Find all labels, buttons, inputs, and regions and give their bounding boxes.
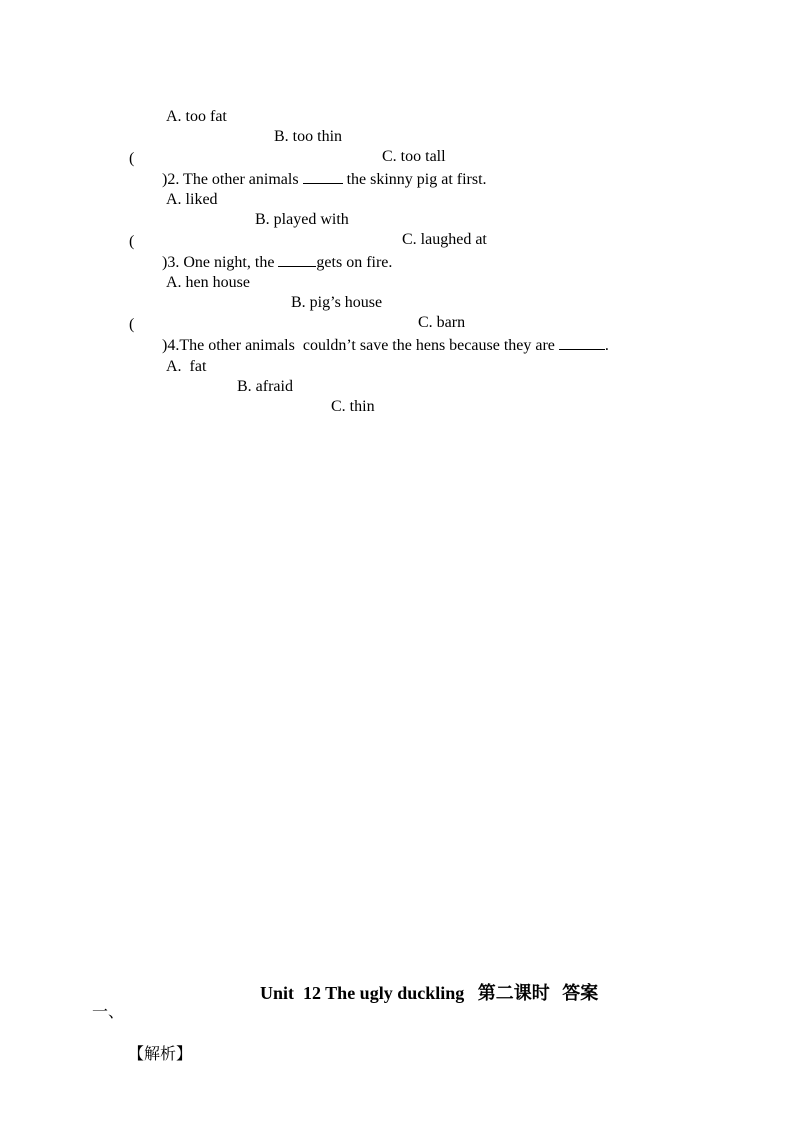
answer-title-cn: 第二课时 答案 [477,983,599,1004]
q1-option-a: A. too fat [166,108,227,125]
q2-option-c: C. laughed at [402,231,487,248]
q3-stem-end: gets on fire. [316,254,393,271]
q1-option-b: B. too thin [274,128,343,145]
q4-answer-paren: ( [129,316,135,333]
answer-section-label: 一、 [92,1002,125,1021]
answer-title-en: Unit 12 The ugly duckling [260,983,465,1003]
q1-options [166,87,446,167]
q2-stem-end: the skinny pig at first. [342,171,487,188]
q3-blank [278,252,316,267]
q3-stem-start: )3. One night, the [162,254,279,271]
q3-option-c: C. barn [418,314,466,331]
answer-title [251,960,598,1005]
q4-option-a: A. fat [166,358,207,375]
q4-stem-end: . [604,337,609,354]
q3-option-b: B. pig’s house [291,294,383,311]
analysis-label: 【解析】 [128,1044,193,1063]
q2-stem-start: )2. The other animals [162,171,303,188]
q4-stem-start: )4.The other animals couldn’t save the hens because they are [162,337,559,354]
q2-option-a: A. liked [166,191,218,208]
q2-blank [303,169,343,184]
q4-option-b: B. afraid [237,378,293,395]
q4-option-c: C. thin [331,398,375,415]
q1-option-c: C. too tall [382,148,446,165]
q2-option-b: B. played with [255,211,349,228]
q4-blank [559,335,605,350]
q2-answer-paren: ( [129,150,135,167]
q3-option-a: A. hen house [166,274,250,291]
q3-answer-paren: ( [129,233,135,250]
